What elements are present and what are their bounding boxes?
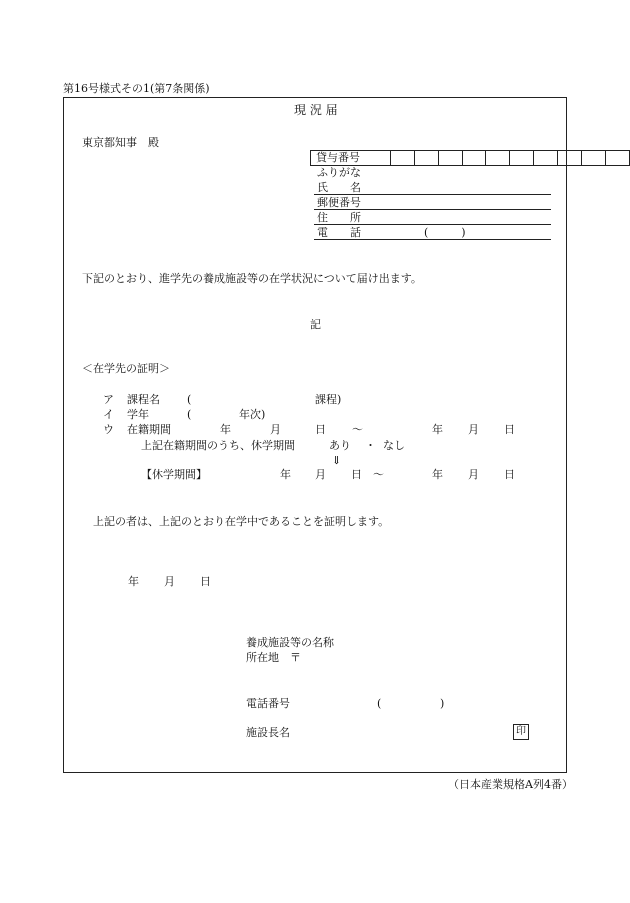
facility-name-label: 養成施設等の名称	[246, 636, 334, 649]
address-label: 住 所	[317, 211, 361, 224]
enroll-start-day: 日	[315, 423, 326, 436]
item-a-marker: ア	[103, 393, 114, 406]
item-i-marker: イ	[103, 408, 114, 421]
grade-open-paren: (	[187, 408, 192, 421]
leave-tilde: ～	[373, 468, 384, 481]
enroll-end-day: 日	[504, 423, 515, 436]
section-title: ＜在学先の証明＞	[82, 362, 170, 375]
loan-number-digit-box[interactable]	[558, 151, 582, 166]
facility-head-label: 施設長名	[246, 726, 290, 739]
certification-text: 上記の者は、上記のとおり在学中であることを証明します。	[93, 515, 390, 528]
leave-question: 上記在籍期間のうち、休学期間	[141, 439, 295, 452]
course-close-paren: 課程)	[315, 393, 342, 406]
ki-heading: 記	[310, 318, 321, 331]
leave-option-separator: ・	[365, 439, 376, 452]
loan-number-label: 貸与番号	[311, 151, 391, 166]
seal-stamp-box: 印	[513, 724, 529, 740]
leave-end-day: 日	[504, 468, 515, 481]
leave-option-yes[interactable]: あり	[329, 439, 351, 452]
leave-start-month: 月	[315, 468, 326, 481]
facility-phone-open-paren: (	[377, 697, 382, 710]
loan-number-digit-box[interactable]	[510, 151, 534, 166]
facility-phone-close-paren: )	[440, 697, 445, 710]
address-field-line[interactable]	[314, 224, 551, 225]
enroll-start-month: 月	[270, 423, 281, 436]
postal-field-line[interactable]	[314, 209, 551, 210]
loan-number-digit-box[interactable]	[390, 151, 414, 166]
leave-start-year: 年	[280, 468, 291, 481]
loan-number-table	[310, 150, 630, 166]
loan-number-digit-box[interactable]	[534, 151, 558, 166]
grade-label: 学年	[127, 408, 149, 421]
course-open-paren: (	[187, 393, 192, 406]
leave-end-month: 月	[468, 468, 479, 481]
item-u-marker: ウ	[103, 423, 114, 436]
enroll-start-year: 年	[220, 423, 231, 436]
enroll-end-month: 月	[468, 423, 479, 436]
loan-number-digit-box[interactable]	[414, 151, 438, 166]
enroll-tilde: ～	[352, 423, 363, 436]
loan-number-digit-box[interactable]	[462, 151, 486, 166]
form-id: 第16号様式その1(第7条関係)	[63, 82, 210, 95]
intro-text: 下記のとおり、進学先の養成施設等の在学状況について届け出ます。	[82, 272, 422, 285]
down-arrow-icon: ⇓	[332, 454, 342, 467]
loan-number-digit-box[interactable]	[486, 151, 510, 166]
cert-date-day: 日	[200, 575, 211, 588]
leave-end-year: 年	[432, 468, 443, 481]
name-label: 氏 名	[317, 181, 361, 194]
loan-number-digit-box[interactable]	[582, 151, 606, 166]
grade-close-paren: 年次)	[239, 408, 266, 421]
phone-field-line[interactable]	[314, 239, 551, 240]
postal-label: 郵便番号	[317, 196, 361, 209]
facility-phone-label: 電話番号	[246, 697, 290, 710]
leave-start-day: 日	[351, 468, 362, 481]
name-field-line[interactable]	[314, 194, 551, 195]
phone-label: 電 話	[317, 226, 361, 239]
facility-location-label: 所在地 〒	[246, 651, 301, 664]
enroll-end-year: 年	[432, 423, 443, 436]
furigana-label: ふりがな	[317, 166, 361, 179]
addressee: 東京都知事 殿	[82, 136, 159, 149]
phone-paren: ( )	[424, 226, 466, 239]
leave-period-label: 【休学期間】	[141, 468, 207, 481]
course-name-label: 課程名	[127, 393, 160, 406]
loan-number-digit-box[interactable]	[438, 151, 462, 166]
paper-size-note: （日本産業規格A列4番）	[448, 778, 573, 791]
cert-date-month: 月	[164, 575, 175, 588]
enrollment-period-label: 在籍期間	[127, 423, 171, 436]
form-title: 現 況 届	[294, 103, 338, 117]
cert-date-year: 年	[128, 575, 139, 588]
leave-option-no[interactable]: なし	[383, 439, 405, 452]
loan-number-digit-box[interactable]	[605, 151, 629, 166]
